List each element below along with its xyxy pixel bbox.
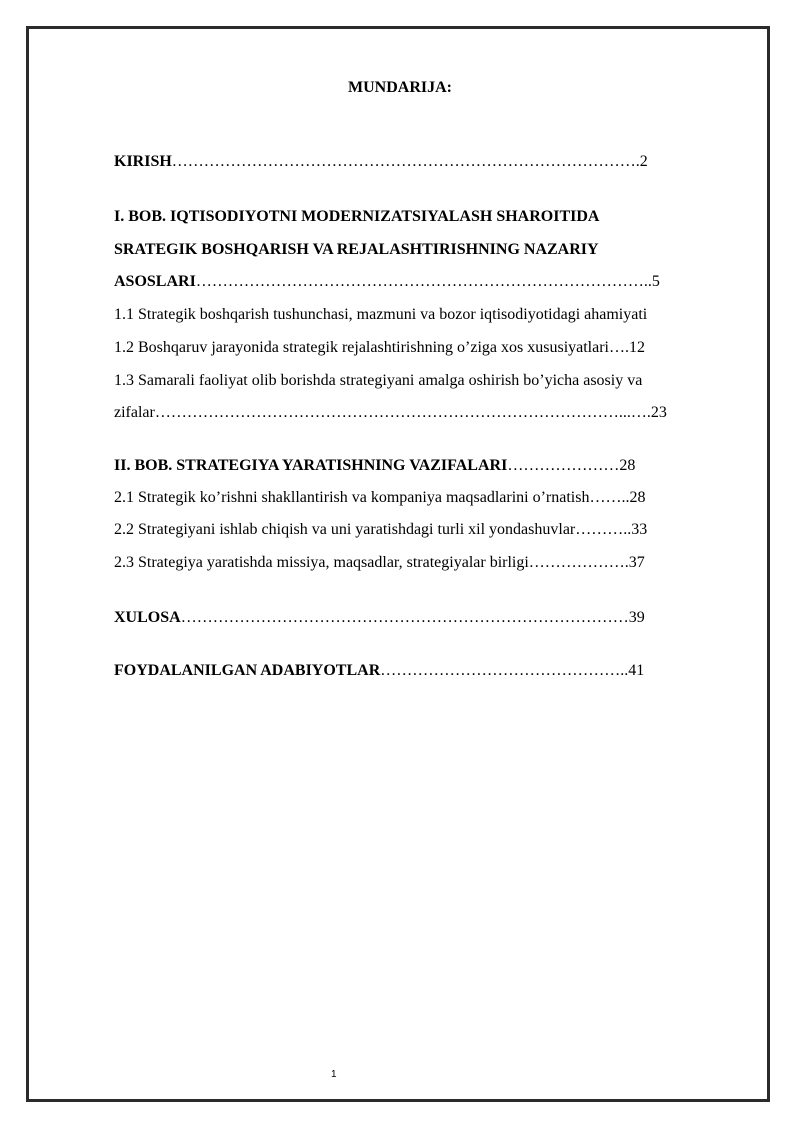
toc-label: FOYDALANILGAN ADABIYOTLAR <box>114 662 381 679</box>
toc-entry-bob1-line1[interactable]: I. BOB. IQTISODIYOTNI MODERNIZATSIYALASH SHAROITIDA <box>114 208 600 225</box>
toc-entry-2-1[interactable]: 2.1 Strategik ko’rishni shakllantirish va kompaniya maqsadlarini o’rnatish……..28 <box>114 489 646 506</box>
toc-entry-kirish[interactable] <box>114 152 648 172</box>
page-title: MUNDARIJA: <box>348 79 452 96</box>
toc-label: KIRISH <box>114 153 172 170</box>
toc-label: XULOSA <box>114 609 181 626</box>
toc-entry-adabiyotlar[interactable] <box>114 661 644 681</box>
toc-leader: …………………………………………………………………………..5 <box>195 273 660 290</box>
toc-entry-bob1-line2[interactable]: SRATEGIK BOSHQARISH VA REJALASHTIRISHNING NAZARIY <box>114 241 599 258</box>
toc-entry-xulosa[interactable] <box>114 608 645 628</box>
toc-entry-1-3-line1[interactable]: 1.3 Samarali faoliyat olib borishda strategiyani amalga oshirish bo’yicha asosiy va <box>114 372 643 389</box>
toc-leader: …………………………………………………………………………….2 <box>171 153 648 170</box>
toc-entry-1-3-line2[interactable]: zifalar……………………………………………………………………………...….23 <box>114 404 667 421</box>
toc-entry-2-2[interactable]: 2.2 Strategiyani ishlab chiqish va uni yaratishdagi turli xil yondashuvlar………..33 <box>114 521 648 538</box>
toc-entry-2-3[interactable]: 2.3 Strategiya yaratishda missiya, maqsadlar, strategiyalar birligi……………….37 <box>114 554 645 571</box>
toc-leader: …………………28 <box>507 457 636 474</box>
page-number: 1 <box>331 1069 337 1080</box>
toc-label: ASOSLARI <box>114 273 196 290</box>
toc-entry-bob2[interactable] <box>114 456 635 476</box>
toc-leader: …………………………………………………………………………39 <box>180 609 645 626</box>
toc-leader: ………………………………………..41 <box>380 662 645 679</box>
toc-label: II. BOB. STRATEGIYA YARATISHNING VAZIFALARI <box>114 457 508 474</box>
toc-entry-1-2[interactable]: 1.2 Boshqaruv jarayonida strategik rejalashtirishning o’ziga xos xususiyatlari….12 <box>114 339 645 356</box>
toc-entry-1-1[interactable]: 1.1 Strategik boshqarish tushunchasi, mazmuni va bozor iqtisodiyotidagi ahamiyati <box>114 306 648 323</box>
toc-entry-bob1-line3[interactable] <box>114 272 660 292</box>
